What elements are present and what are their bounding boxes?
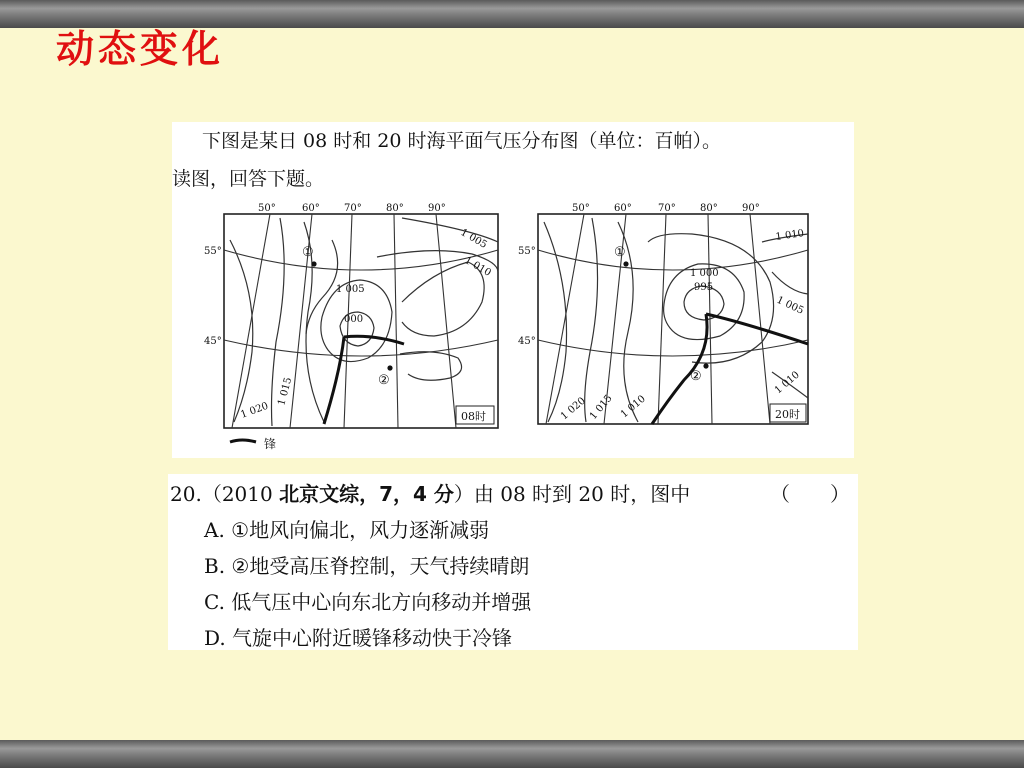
lon-label: 80° bbox=[700, 203, 718, 214]
question-stem-line bbox=[170, 478, 690, 507]
option-a: A. ①地风向偏北，风力逐渐减弱 bbox=[204, 518, 490, 542]
point-1-dot bbox=[623, 261, 628, 266]
point-1-label: ① bbox=[614, 245, 626, 260]
lon-label: 60° bbox=[302, 203, 320, 214]
lat-label: 45° bbox=[204, 336, 222, 347]
lon-label: 70° bbox=[658, 203, 676, 214]
isobar-label: 000 bbox=[344, 314, 364, 325]
map-left bbox=[204, 203, 498, 428]
point-1-label: ① bbox=[302, 245, 314, 260]
point-2-label: ② bbox=[378, 373, 390, 388]
isobar-label: 1 015 bbox=[276, 376, 295, 407]
isobar-label: 1 000 bbox=[690, 268, 719, 279]
lon-label: 80° bbox=[386, 203, 404, 214]
question-source-open: （ bbox=[201, 482, 222, 506]
isobar-label: 1 020 bbox=[558, 395, 588, 423]
lon-label: 90° bbox=[742, 203, 760, 214]
question-source: 北京文综，7，4 分 bbox=[279, 482, 454, 506]
isobar-maps bbox=[172, 122, 854, 458]
isobar-label: 1 005 bbox=[774, 294, 806, 317]
isobar-label: 1 020 bbox=[239, 400, 270, 421]
isobar-label: 995 bbox=[694, 282, 714, 293]
point-2-dot bbox=[703, 363, 708, 368]
figure-intro-line2: 读图，回答下题。 bbox=[172, 168, 325, 190]
bottom-bar bbox=[0, 740, 1024, 768]
option-b: B. ②地受高压脊控制，天气持续晴朗 bbox=[204, 554, 530, 578]
point-2-dot bbox=[387, 365, 392, 370]
map-right bbox=[518, 203, 808, 424]
map-left-time-label: 08时 bbox=[461, 410, 486, 423]
isobar-label: 1 005 bbox=[458, 227, 489, 251]
question-source-year: 2010 bbox=[221, 482, 273, 506]
isobar-label: 1 015 bbox=[587, 392, 615, 422]
lon-label: 90° bbox=[428, 203, 446, 214]
isobar-label: 1 010 bbox=[462, 255, 493, 279]
lat-label: 55° bbox=[204, 246, 222, 257]
option-c: C. 低气压中心向东北方向移动并增强 bbox=[204, 590, 532, 614]
isobar-label: 1 010 bbox=[618, 393, 648, 421]
isobar-label: 1 010 bbox=[772, 369, 802, 397]
option-d: D. 气旋中心附近暖锋移动快于冷锋 bbox=[204, 626, 513, 650]
figure-panel bbox=[172, 122, 854, 458]
slide-title: 动态变化 bbox=[56, 27, 225, 71]
question-source-close: ） bbox=[453, 482, 474, 506]
lon-label: 50° bbox=[572, 203, 590, 214]
question-number: 20. bbox=[170, 482, 202, 506]
answer-blank: （ ） bbox=[770, 482, 850, 506]
isobar-label: 1 010 bbox=[774, 228, 805, 243]
figure-intro-line1: 下图是某日 08 时和 20 时海平面气压分布图（单位：百帕）。 bbox=[202, 130, 722, 152]
lat-label: 45° bbox=[518, 336, 536, 347]
question-stem: 由 08 时到 20 时，图中 bbox=[473, 482, 691, 506]
question-panel bbox=[168, 474, 858, 650]
point-2-label: ② bbox=[690, 369, 702, 384]
lon-label: 60° bbox=[614, 203, 632, 214]
map-right-time-label: 20时 bbox=[775, 408, 800, 421]
isobar-label: 1 005 bbox=[336, 284, 365, 295]
point-1-dot bbox=[311, 261, 316, 266]
lon-label: 50° bbox=[258, 203, 276, 214]
front-legend-line bbox=[230, 440, 256, 442]
lon-label: 70° bbox=[344, 203, 362, 214]
front-legend-label: 锋 bbox=[264, 437, 277, 451]
lat-label: 55° bbox=[518, 246, 536, 257]
